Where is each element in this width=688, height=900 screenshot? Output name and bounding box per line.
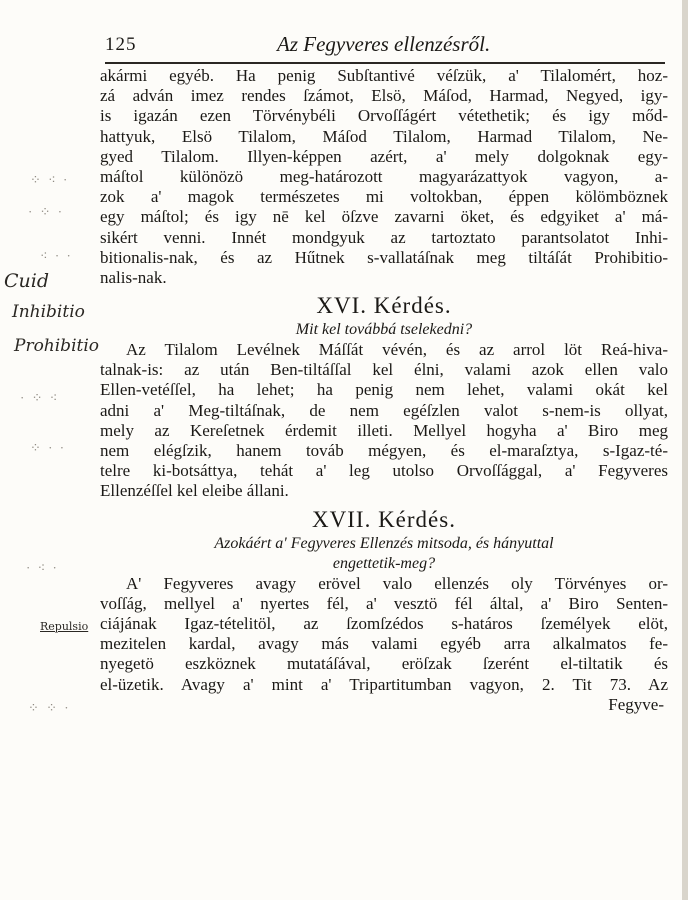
header-rule — [105, 62, 665, 64]
margin-note-repulsio: Repulsio — [40, 620, 89, 633]
text-line: adni a' Meg-tiltáſnak, de nem egéſzlen valot s-nem-is ollyat, — [100, 400, 668, 420]
text-line: ciájának Igaz-tételitöl, az ſzomſzédos s-határos ſzemélyek elöt, — [100, 613, 668, 633]
text-line: Ellen-vetéſſel, ha lehet; ha penig nem lehet, valami okát kel — [100, 380, 668, 400]
margin-speckle: · ⁖ · — [26, 560, 59, 575]
catchword: Fegyve- — [608, 694, 664, 714]
running-head: Az Fegyveres ellenzésről. — [277, 32, 491, 56]
text-line: akármi egyéb. Ha penig Subſtantivé véſzük, a' Tilalomért, hoz- — [100, 66, 668, 85]
text-line: nalis-nak. — [100, 267, 167, 287]
text-line: nem elégſzik, hanem továb mégyen, és el-maraſztya, s-Igaz-té- — [100, 441, 668, 460]
text-line: bitionalis-nak, és az Hűtnek s-vallatáſnak meg tiltáſát Prohibitio- — [100, 247, 668, 267]
margin-note-cuid: Cuid — [4, 270, 50, 292]
text-line: Az Tilalom Levélnek Máſſát vévén, és az arrol löt Reá-hiva- — [126, 340, 668, 360]
margin-speckle: · ⁘ ⁖ — [20, 390, 60, 405]
page-edge — [682, 0, 688, 900]
text-line: voſſág, mellyel a' nyertes fél, a' vesztö fél által, a' Biro Senten- — [100, 593, 668, 613]
text-line: A' Fegyveres avagy erövel valo ellenzés oly Törvényes or- — [126, 573, 668, 593]
margin-speckle: ⁘ · · — [30, 440, 67, 455]
text-line: Ellenzéſſel kel eleibe állani. — [100, 481, 289, 501]
text-line: sikért venni. Innét mondgyuk az tartoztato parantsolatot Inhi- — [100, 227, 668, 247]
text-line: is igazán ezen Törvénybéli Orvoſſágért vétethetik; és igy mőd- — [100, 106, 668, 126]
text-line: telre ki-botsáttya, tehát a' leg utolso Orvoſſággal, a' Fegyveres — [100, 461, 668, 481]
text-line: mezitelen kardal, avagy más valami egyéb arra alkalmatos fe- — [100, 634, 668, 654]
text-line: hattyuk, Elsö Tilalom, Máſod Tilalom, Harmad Tilalom, Ne- — [100, 126, 668, 146]
text-line: máſtol különözö meg-határozott magyarázattyok vagyon, a- — [100, 166, 668, 186]
page-number: 125 — [105, 34, 137, 55]
text-line: egy máſtol; és igy nē kel öſzve zavarni öket, és edgyiket a' má- — [100, 207, 668, 227]
page-header — [105, 28, 670, 64]
question-heading-16: XVI. Kérdés. — [316, 293, 452, 319]
margin-speckle: ⁘ ⁖ · — [30, 172, 70, 187]
question-subheading-17-cont: engettetik-meg? — [332, 554, 436, 572]
question-subheading-17: Azokáért a' Fegyveres Ellenzés mitsoda, és hányuttal — [214, 534, 554, 552]
text-line: mely az Kereſetnek érdemit illeti. Mellyel hogyha a' Biro meg — [100, 420, 668, 440]
margin-note-inhibitio: Inhibitio — [12, 302, 85, 322]
text-line: nyegetö eszköznek mutatáſával, eröſzak ſzerént el-tiltatik és — [100, 654, 668, 674]
text-line: zok a' magok természetes mi voltokban, éppen kölömböznek — [100, 187, 668, 207]
text-line: talnak-is: az után Ben-tiltáſſal kel élni, valami azok ellen valo — [100, 360, 668, 380]
margin-speckle: ⁖ · · — [40, 248, 73, 263]
margin-speckle: · ⁘ · — [28, 204, 65, 219]
text-line: el-üzetik. Avagy a' mint a' Tripartitumban vagyon, 2. Tit 73. Az — [100, 674, 668, 694]
question-subheading-16: Mit kel továbbá tselekedni? — [295, 321, 473, 339]
text-line: zá adván imez rendes ſzámot, Elsö, Máſod, Harmad, Negyed, igy- — [100, 86, 668, 106]
question-heading-17: XVII. Kérdés. — [312, 506, 456, 532]
body-text — [100, 66, 668, 715]
text-line: gyed Tilalom. Illyen-képpen azért, a' mely dolgoknak egy- — [100, 146, 668, 166]
margin-speckle: ⁘ ⁘ · — [28, 700, 71, 715]
margin-note-prohibitio: Prohibitio — [14, 336, 100, 356]
